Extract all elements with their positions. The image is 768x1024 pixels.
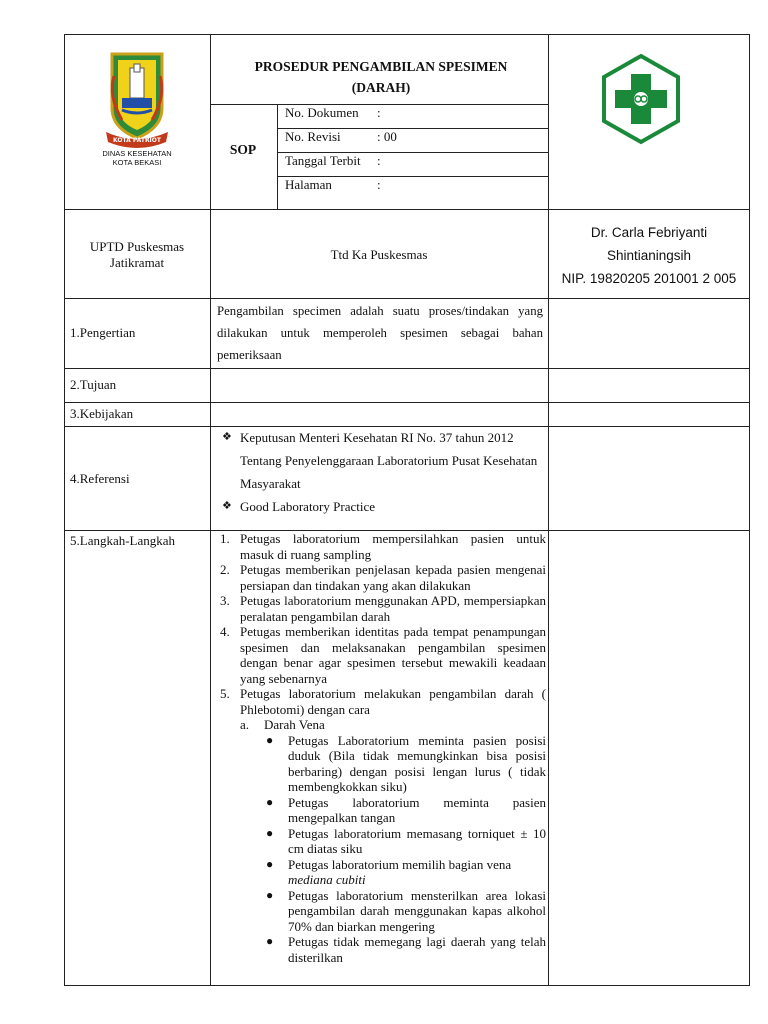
meta-value: : xyxy=(377,177,381,192)
diamond-bullet-icon: ❖ xyxy=(222,431,232,443)
meta-label: Tanggal Terbit xyxy=(285,153,361,168)
referensi-item xyxy=(216,426,552,495)
bullet-text: Petugas laboratorium meminta pasien mengepalkan tangan xyxy=(288,794,546,825)
meta-label: No. Dokumen xyxy=(285,105,359,120)
referensi-item xyxy=(216,495,552,518)
bullet-text: Petugas laboratorium memasang torniquet ± 10 cm diatas siku xyxy=(288,825,546,856)
row-line-header xyxy=(64,209,750,210)
bullet-dot-icon: ● xyxy=(266,887,274,902)
bullet-text: Petugas Laboratorium meminta pasien posisi duduk (Bila tidak memungkinkan bisa posisi berbaring) dengan posisi lengan lurus ( tidak membengkokkan siku) xyxy=(288,732,546,794)
meta-label: Halaman xyxy=(285,177,332,192)
step-item xyxy=(216,562,546,593)
step-number: 5. xyxy=(220,686,230,701)
bullet-item xyxy=(216,888,546,935)
sop-label: SOP xyxy=(229,142,257,157)
sop-divider xyxy=(277,104,278,209)
ttd-label: Ttd Ka Puskesmas xyxy=(330,247,428,262)
sop-document xyxy=(64,34,750,986)
document-title xyxy=(212,56,550,98)
step-number: 1. xyxy=(220,531,230,546)
bullet-item xyxy=(216,795,546,826)
unit-name xyxy=(64,239,210,271)
bullet-dot-icon: ● xyxy=(266,732,274,747)
unit-line-2: Jatikramat xyxy=(109,255,165,270)
bullet-italic-term: mediana cubiti xyxy=(288,872,366,887)
bullet-dot-icon: ● xyxy=(266,794,274,809)
step-item xyxy=(216,686,546,717)
sub-step-label: Darah Vena xyxy=(264,717,325,732)
row-line-tujuan xyxy=(64,402,750,403)
sub-step-number: a. xyxy=(240,717,250,732)
meta-label: No. Revisi xyxy=(285,129,341,144)
step-text: Petugas memberikan penjelasan kepada pasien mengenai persiapan dan tindakan yang akan dilakukan xyxy=(240,562,546,593)
puskesmas-cross-icon xyxy=(598,50,684,148)
head-block xyxy=(548,221,750,290)
head-name-1: Dr. Carla Febriyanti xyxy=(590,225,708,240)
bullet-text: Petugas tidak memegang lagi daerah yang telah disterilkan xyxy=(288,934,546,965)
bullet-item xyxy=(216,857,546,888)
border-left xyxy=(64,34,65,986)
step-item xyxy=(216,593,546,624)
logo-caption-2: KOTA BEKASI xyxy=(112,158,162,166)
meta-row-tanggal xyxy=(285,153,381,169)
langkah-label: 5.Langkah-Langkah xyxy=(70,533,176,548)
tujuan-label: 2.Tujuan xyxy=(70,377,117,392)
bullet-dot-icon: ● xyxy=(266,856,274,871)
bullet-item xyxy=(216,733,546,795)
step-text: Petugas laboratorium mempersilahkan pasien untuk masuk di ruang sampling xyxy=(240,531,546,562)
step-number: 4. xyxy=(220,624,230,639)
step-item xyxy=(216,624,546,686)
head-nip: NIP. 19820205 201001 2 005 xyxy=(561,271,737,286)
row-line-pengertian xyxy=(64,368,750,369)
kebijakan-label: 3.Kebijakan xyxy=(70,406,134,421)
pengertian-label: 1.Pengertian xyxy=(70,325,136,340)
langkah-list xyxy=(216,531,546,965)
meta-value: : xyxy=(377,105,381,120)
bullet-item xyxy=(216,826,546,857)
step-number: 3. xyxy=(220,593,230,608)
step-text: Petugas memberikan identitas pada tempat penampungan spesimen dan melaksanakan pengambilan spesimen dengan benar agar spesimen tersebut mewakili keadaan yang sebenarnya xyxy=(240,624,546,686)
border-bottom xyxy=(64,985,750,986)
border-right xyxy=(749,34,750,986)
unit-line-1: UPTD Puskesmas xyxy=(89,239,185,254)
referensi-label: 4.Referensi xyxy=(70,471,130,486)
border-top xyxy=(64,34,750,35)
row-line-sign xyxy=(64,298,750,299)
meta-value: : 00 xyxy=(377,129,397,144)
head-name-2: Shintianingsih xyxy=(606,248,692,263)
meta-row-dokumen xyxy=(285,105,381,121)
title-line-2: (DARAH) xyxy=(351,80,411,95)
bullet-text: Petugas laboratorium mensterilkan area lokasi pengambilan darah menggunakan kapas alkohol 70% dan biarkan mengering xyxy=(288,887,546,934)
puskesmas-logo xyxy=(598,50,684,148)
logo-caption-1: DINAS KESEHATAN xyxy=(102,149,172,158)
bekasi-crest-icon xyxy=(86,46,188,166)
referensi-list xyxy=(216,426,552,518)
bullet-dot-icon: ● xyxy=(266,825,274,840)
meta-value: : xyxy=(377,153,381,168)
col-divider-1 xyxy=(210,34,211,986)
referensi-text: Keputusan Menteri Kesehatan RI No. 37 tahun 2012 Tentang Penyelenggaraan Laboratorium Pusat Kesehatan Masyarakat xyxy=(240,430,538,491)
sub-step xyxy=(216,717,546,733)
meta-row-halaman xyxy=(285,177,381,193)
crest-banner: KOTA PATRIOT xyxy=(112,137,162,144)
step-item xyxy=(216,531,546,562)
bekasi-logo xyxy=(86,46,188,166)
diamond-bullet-icon: ❖ xyxy=(222,500,232,512)
bullet-item xyxy=(216,934,546,965)
step-number: 2. xyxy=(220,562,230,577)
bullet-dot-icon: ● xyxy=(266,934,274,948)
title-line-1: PROSEDUR PENGAMBILAN SPESIMEN xyxy=(254,59,508,74)
pengertian-text: Pengambilan specimen adalah suatu proses/tindakan yang dilakukan untuk memperoleh spesimen sebagai bahan pemeriksaan xyxy=(217,304,543,362)
bullet-text: Petugas laboratorium memilih bagian vena xyxy=(288,856,512,872)
referensi-text: Good Laboratory Practice xyxy=(240,499,376,514)
step-text: Petugas laboratorium melakukan pengambilan darah ( Phlebotomi) dengan cara xyxy=(240,686,546,717)
step-text: Petugas laboratorium menggunakan APD, mempersiapkan peralatan pengambilan darah xyxy=(240,593,546,624)
meta-row-revisi xyxy=(285,129,397,145)
